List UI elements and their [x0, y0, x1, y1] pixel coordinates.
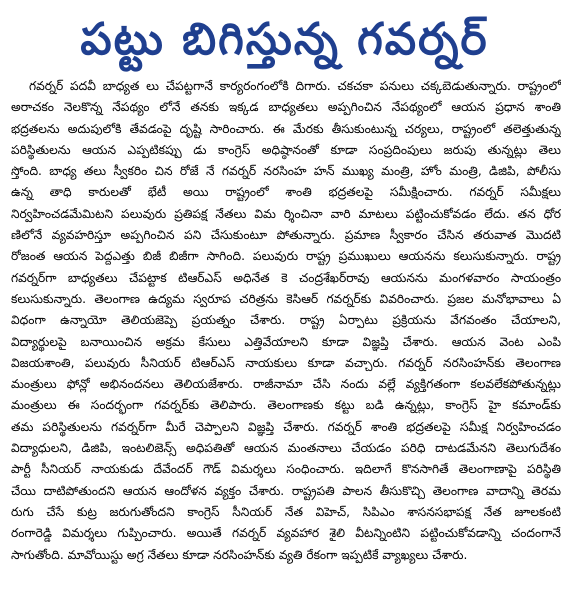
article-line: విద్యాధులని, డిజిపి, ఇంటలిజెన్స్ అధిపతితో ఆయన మంతనాలు చేయడం పరిధి దాటడమేనని తెలుగుదేశం [11, 441, 561, 456]
article-line: రుగు చేసే కుట్ర జరుగుతోందని కాంగ్రెస్ సీనియర్ నేత విహెచ్, సిపిఎం శాసనసభాపక్ష నేత జూలకంటి [11, 504, 561, 519]
article-line: ఉన్న తాధి కారులతో భేటీ అయి రాష్ట్రంలో శాంతి భద్రతలపై సమీక్షించారు. గవర్నర్ సమీక్షలు [11, 185, 561, 200]
article-line: కలుసుకున్నారు. తెలంగాణ ఉద్యమ స్వరూప చరిత్రను కెసిఆర్ గవర్నర్‌కు వివరించారు. ప్రజల మనోభావాలు ఏ [11, 291, 561, 306]
article-line: విజయశాంతి, పలువురు సీనియర్ టిఆర్ఎస్ నాయకులు కూడా వచ్చారు. గవర్నర్ నరసింహన్‌కు తెలంగాణ [11, 355, 561, 370]
article-line: ణిలోనే వ్యవహరిస్తూ అప్పగించిన పని చేసుకుంటూ పోతున్నారు. ప్రమాణ స్వీకారం చేసిన తరువాత మొదటి [11, 228, 561, 243]
article-line: గవర్నర్ పదవీ బాధ్యత లు చేపట్టగానే కార్యరంగంలోకి దిగారు. చకచకా పనులు చక్కబెడుతున్నారు. రాష్ట్రంలో [29, 79, 561, 93]
article-line: పరిస్థితులను ఆయన ఎప్పటికప్పు డు కాంగ్రెస్ అధిష్ఠానంతో కూడా సంప్రదింపులు జరుపు తున్నట్లు తెలు [11, 142, 561, 157]
article-line: గవర్నర్‌గా బాధ్యతలు చేపట్టాక టిఆర్ఎస్ అధినేత కె చంద్రశేఖర్‌రావు ఆయనను మంగళవారం సాయంత్రం [11, 270, 561, 285]
article-line: తమ పరిస్థితులను గవర్నర్‌గా మీరే చెప్పాలని విజ్ఞప్తి చేశారు. గవర్నర్ శాంతి భద్రతలపై సమీక్ష నిర్వహించడం [11, 419, 561, 434]
article-line: నిర్వహించడమేమిటని పలువురు ప్రతిపక్ష నేతలు విమ ర్శించినా వారి మాటలు పట్టించుకోవడం లేదు. తన ధోర [11, 206, 561, 221]
article-line: రంగారెడ్డి విమర్శలు గుప్పించారు. అయితే గవర్నర్ వ్యవహార శైలి వీటన్నింటిని పట్టించుకోవడాన్ని చందంగానే [11, 526, 561, 541]
article-line: చేయి దాటిపోతుందని ఆయన ఆందోళన వ్యక్తం చేశారు. రాష్ట్రపతి పాలన తీసుకొచ్చి తెలంగాణ వాదాన్ని తెరమ [11, 483, 561, 498]
headline: పట్టు బిగిస్తున్న గవర్నర్ [80, 14, 489, 65]
article-line: మంత్రులు ఫోన్లో అభినందనలు తెలియజేశారు. రాజీనామా చేసి నందు వల్లే వ్యక్తిగతంగా కలవలేకపోతున్నట్లు [11, 377, 561, 392]
article-line: సాగుతోంది. మావోయిస్టు అగ్ర నేతలు కూడా నరసింహన్‌కు వ్యతి రేకంగా ఇప్పటికే వ్యాఖ్యలు చేశారు. [11, 547, 468, 562]
article-line: విధంగా ఉన్నాయో తెలియజెప్పె ప్రయత్నం చేశారు. రాష్ట్ర ఏర్పాటు ప్రక్రియను వేగవంతం చేయాలని, [11, 313, 561, 328]
article-line: పార్టీ సీనియర్ నాయకుడు దేవేందర్ గౌడ్ విమర్శలు సంధించారు. ఇదిలాగే కొనసాగితే తెలంగాణాపై పరిస్థితి [11, 462, 561, 477]
article-body [11, 76, 561, 610]
article-line: భద్రతలను అదుపులోకి తేవడంపై దృష్టి సారించారు. ఈ మేరకు తీసుకుంటున్న చర్యలు, రాష్ట్రంలో తలెత్తుతున్న [11, 121, 561, 136]
article-line: అరాచకం నెలకొన్న నేపథ్యం లోనే తనకు ఇక్కడ బాధ్యతలు అప్పగించిన నేపథ్యంలో ఆయన ప్రధాన శాంతి [11, 100, 561, 115]
article-line: రోజంత ఆయన పెద్దఎత్తు బిజీ బిజీగా సాగింది. పలువురు రాష్ట్ర ప్రముఖులు ఆయనను కలుసుకున్నారు. రాష్ట్ర [11, 249, 561, 264]
article-line: స్తోంది. బాధ్య తలు స్వీకరిం చిన రోజే నే గవర్నర్ నరసింహ హన్ ముఖ్య మంత్రి, హోం మంత్రి, డిజిపి, పోలీసు [11, 164, 561, 179]
article-line: మంత్రులు ఈ సందర్భంగా గవర్నర్‌కు తెలిపారు. తెలంగాణకు కట్టు బడి ఉన్నట్లు, కాంగ్రెస్ హై కమాండ్‌కు [11, 398, 561, 413]
article-line: విద్యార్థులపై బనాయించిన అక్రమ కేసులు ఎత్తివేయాలని కూడా విజ్ఞప్తి చేశారు. ఆయన వెంట ఎంపి [11, 334, 561, 349]
